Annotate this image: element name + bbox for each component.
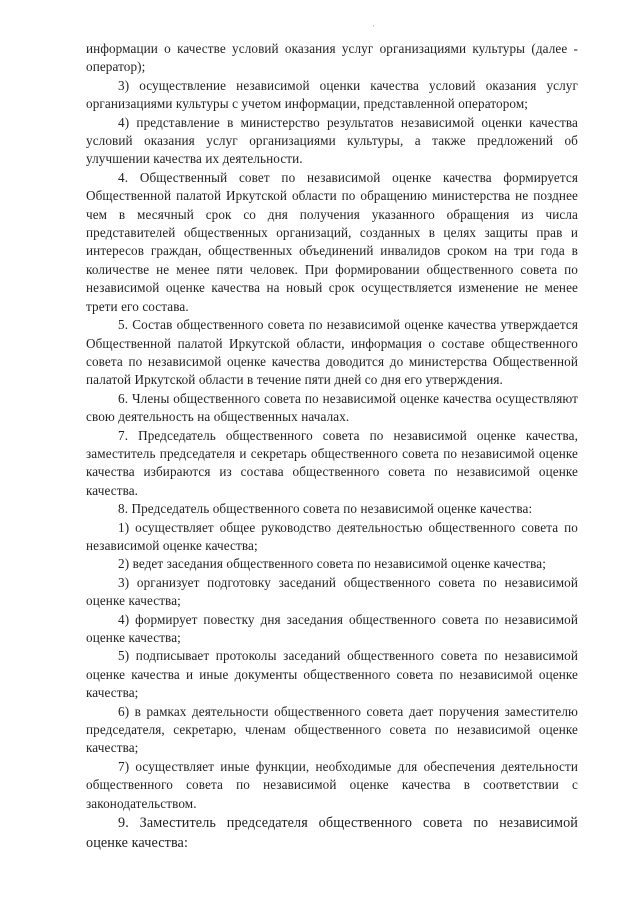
paragraph-section-8-item-1: 1) осуществляет общее руководство деятельностью общественного совета по независимой оценке качества;	[86, 519, 578, 553]
paragraph-section-8-item-7: 7) осуществляет иные функции, необходимые для обеспечения деятельности общественного совета по независимой оценке качества в соответствии с законодательством.	[86, 758, 578, 811]
paragraph-section-5: 5. Состав общественного совета по независимой оценке качества утверждается Общественной палатой Иркутской области, информация о составе общественного совета по независимой оценке качества доводится до министерства Общественной палатой Иркутской области в течение пяти дней со дня его утверждения.	[86, 317, 578, 388]
paragraph-section-8: 8. Председатель общественного совета по независимой оценке качества:	[118, 501, 533, 517]
paragraph-item-3: 3) осуществление независимой оценки качества условий оказания услуг организациями культуры с учетом информации, представленной оператором;	[86, 77, 578, 112]
paragraph-section-6: 6. Члены общественного совета по независимой оценке качества осуществляют свою деятельность на общественных началах.	[86, 390, 578, 425]
paragraph-section-8-item-4: 4) формирует повестку дня заседания общественного совета по независимой оценке качества;	[86, 611, 578, 645]
paragraph-section-7: 7. Председатель общественного совета по независимой оценке качества, заместитель председателя и секретарь общественного совета по независимой оценке качества избираются из состава общественного совета по независимой оценке качества.	[86, 427, 578, 498]
paragraph-item-4: 4) представление в министерство результатов независимой оценки качества условий оказания услуг организациями культуры, а также предложений об улучшении качества их деятельности.	[86, 114, 578, 167]
paragraph-section-8-item-3: 3) организует подготовку заседаний общественного совета по независимой оценке качества;	[86, 574, 578, 609]
paragraph-section-8-item-6: 6) в рамках деятельности общественного совета дает поручения заместителю председателя, секретарю, членам общественного совета по независимой оценке качества;	[86, 703, 578, 756]
paragraph-section-4: 4. Общественный совет по независимой оценке качества формируется Общественной палатой Иркутской области по обращению министерства не позднее чем в месячный срок со дня получения указанного обращения из числа представителей общественных организаций, созданных в целях защиты прав и интересов граждан, общественных объединений инвалидов сроком на три года в количестве не менее пяти человек. При формировании общественного совета по независимой оценке качества на новый срок осуществляется изменение не менее трети его состава.	[86, 169, 578, 314]
paragraph-section-9: 9. Заместитель председателя общественного совета по независимой оценке качества:	[86, 815, 578, 852]
scan-speck: ·	[372, 22, 375, 32]
paragraph-section-8-item-5: 5) подписывает протоколы заседаний общественного совета по независимой оценке качества и иные документы общественного совета по независимой оценке качества;	[86, 648, 578, 701]
paragraph-section-8-item-2: 2) ведет заседания общественного совета по независимой оценке качества;	[118, 556, 546, 572]
paragraph-continuation: информации о качестве условий оказания услуг организациями культуры (далее - оператор);	[86, 41, 578, 75]
document-page	[86, 40, 578, 853]
